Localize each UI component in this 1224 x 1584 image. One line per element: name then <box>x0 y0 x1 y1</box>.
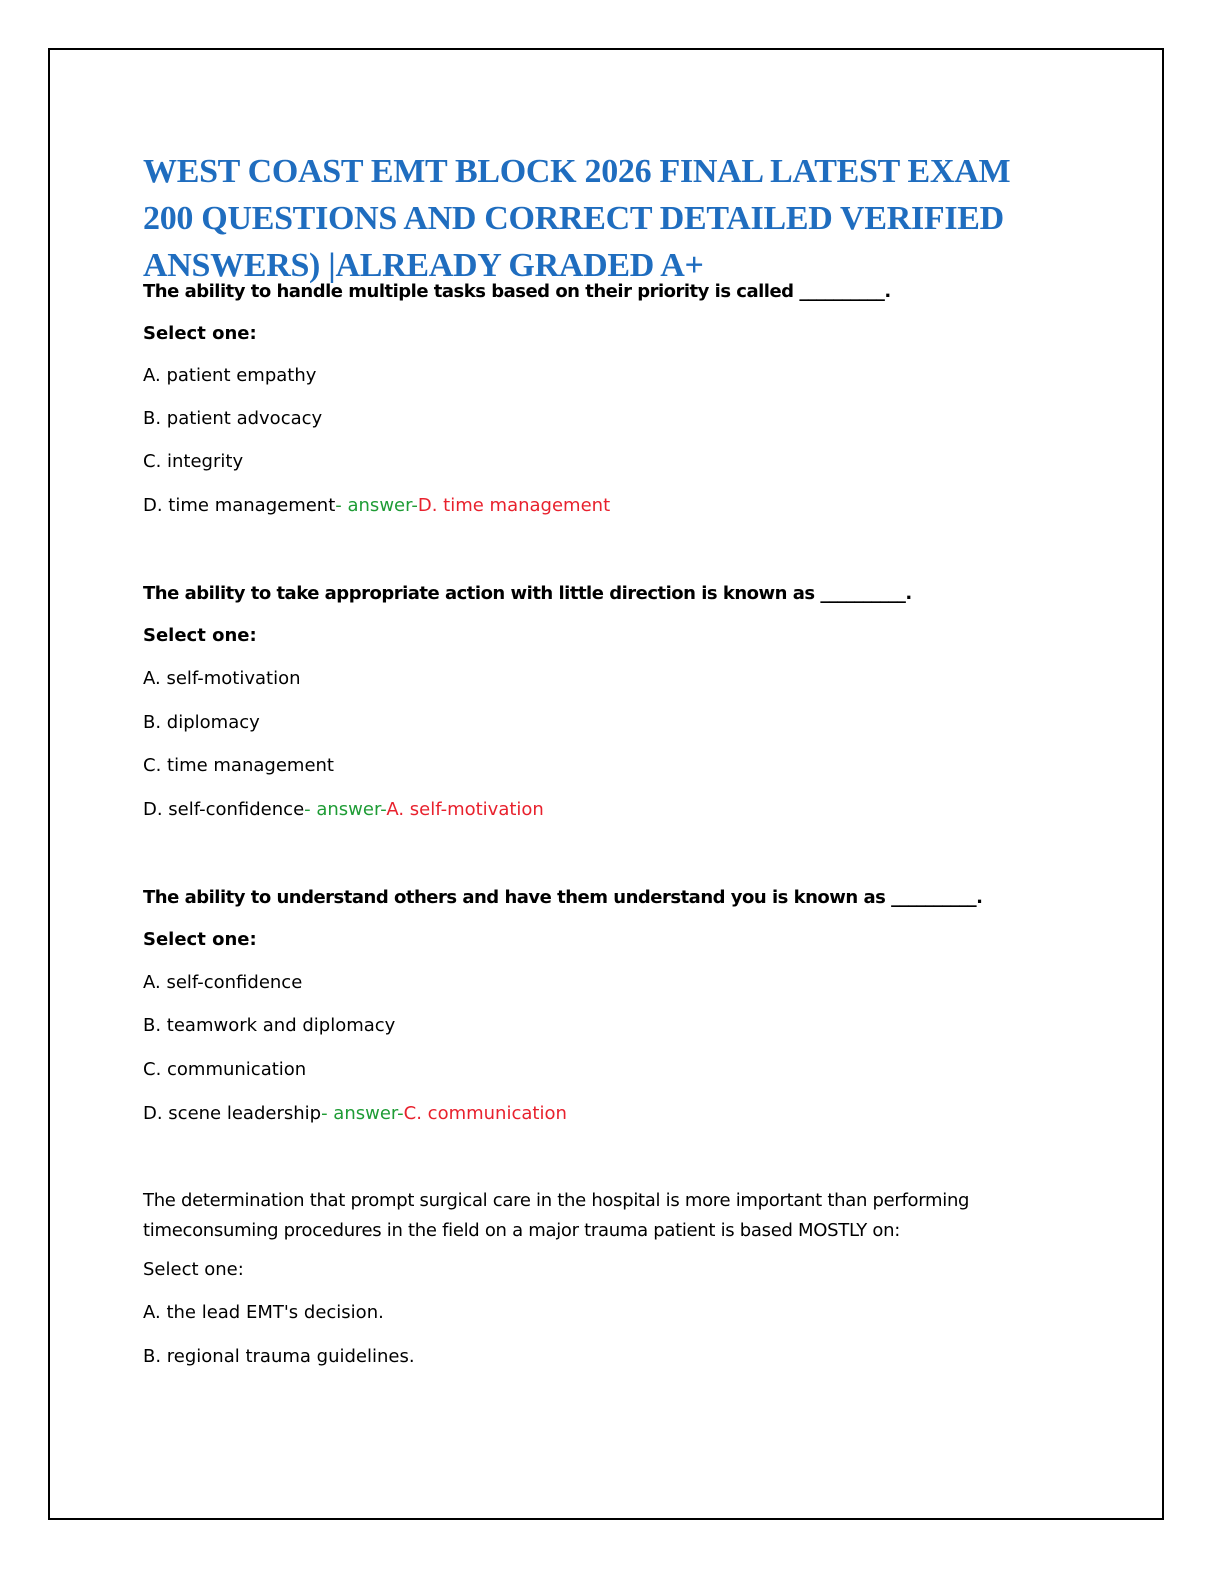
question-2-option-c: C. time management <box>143 755 334 776</box>
question-4-option-a: A. the lead EMT's decision. <box>143 1302 384 1323</box>
question-2-answer: A. self-motivation <box>386 799 544 820</box>
question-1-prompt: The ability to handle multiple tasks based on their priority is called __________. <box>143 281 891 302</box>
question-2-answer-marker: - answer- <box>304 799 387 820</box>
question-3-option-d-text: D. scene leadership <box>143 1103 322 1124</box>
document-title: WEST COAST EMT BLOCK 2026 FINAL LATEST EXAM 200 QUESTIONS AND CORRECT DETAILED VERIFIED ANSWERS) |ALREADY GRADED A+ <box>143 153 1011 284</box>
question-4-select-label: Select one: <box>143 1259 244 1280</box>
question-1-answer: D. time management <box>417 495 611 516</box>
question-3-option-d <box>143 1103 1043 1124</box>
question-1-option-d <box>143 495 1043 516</box>
question-1-option-d-text: D. time management <box>143 495 336 516</box>
question-1-answer-marker: - answer- <box>335 495 418 516</box>
question-3-answer-marker: - answer- <box>321 1103 404 1124</box>
question-1-option-c: C. integrity <box>143 451 244 472</box>
question-1-select-label: Select one: <box>143 323 257 344</box>
question-2-option-d <box>143 799 1043 820</box>
question-2-option-b: B. diplomacy <box>143 712 260 733</box>
question-2-prompt: The ability to take appropriate action with little direction is known as __________. <box>143 583 912 604</box>
question-3-option-a: A. self-confidence <box>143 972 303 993</box>
question-4-option-b: B. regional trauma guidelines. <box>143 1346 415 1367</box>
question-3-option-b: B. teamwork and diplomacy <box>143 1015 396 1036</box>
question-2-option-a: A. self-motivation <box>143 668 301 689</box>
question-2-option-d-text: D. self-confidence <box>143 799 305 820</box>
question-1-option-b: B. patient advocacy <box>143 408 323 429</box>
question-3-answer: C. communication <box>403 1103 567 1124</box>
question-3-prompt: The ability to understand others and have them understand you is known as __________. <box>143 887 983 908</box>
question-3-option-c: C. communication <box>143 1059 307 1080</box>
question-3-select-label: Select one: <box>143 929 257 950</box>
question-2-select-label: Select one: <box>143 625 257 646</box>
document-content <box>143 148 1043 1367</box>
question-1-option-a: A. patient empathy <box>143 365 317 386</box>
question-4-prompt: The determination that prompt surgical care in the hospital is more important than performing timeconsuming procedures in the field on a major trauma patient is based MOSTLY on: <box>143 1190 970 1241</box>
